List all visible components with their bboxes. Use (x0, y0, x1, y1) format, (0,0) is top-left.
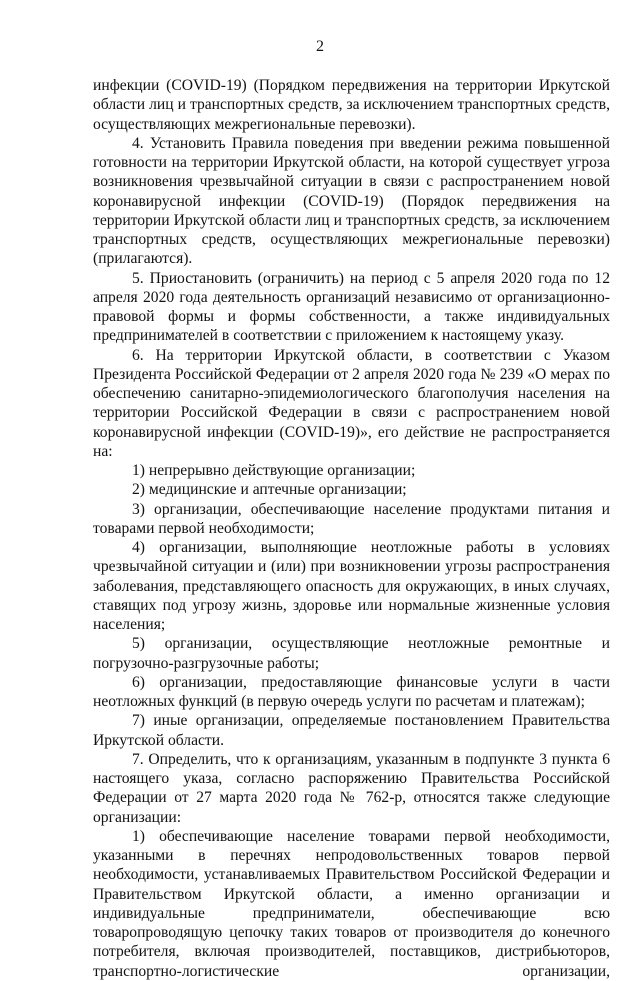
subitem-6-1: 1) непрерывно действующие организации; (132, 462, 416, 479)
subitem-7-1: 1) обеспечивающие население товарами первой необходимости, указанными в перечнях непродовольственных товаров первой необходимости, устанавливаемых Правительством Российской Федерации и Правительством Иркутской области, а именно организации и индивидуальные предприниматели, обеспечивающие всю товаропроводящую цепочку таких товаров от производителя до конечного потребителя, включая производителей, поставщиков, дистрибьюторов, транспортно-логистические организации, (93, 827, 610, 980)
paragraph-item-5: 5. Приостановить (ограничить) на период с 5 апреля 2020 года по 12 апреля 2020 года деятельность организаций независимо от организационно-правовой формы и формы собственности, а также индивидуальных предпринимателей в соответствии с приложением к настоящему указу. (93, 269, 610, 345)
subitem-6-7: 7) иные организации, определяемые постановлением Правительства Иркутской области. (93, 712, 610, 749)
paragraph-continuation: инфекции (COVID-19) (Порядком передвижения на территории Иркутской области лиц и транспортных средств, за исключением транспортных средств, осуществляющих межрегиональные перевозки). (93, 77, 610, 133)
subitem-6-5: 5) организации, осуществляющие неотложные ремонтные и погрузочно-разгрузочные работы; (93, 635, 610, 672)
subitem-6-6: 6) организации, предоставляющие финансовые услуги в части неотложных функций (в первую очередь услуги по расчетам и платежам); (93, 673, 610, 710)
page-number: 2 (316, 38, 324, 55)
paragraph-item-7: 7. Определить, что к организациям, указанным в подпункте 3 пункта 6 настоящего указа, согласно распоряжению Правительства Российской Федерации от 27 марта 2020 года № 762-р, относятся также следующие организации: (93, 750, 610, 826)
subitem-6-2: 2) медицинские и аптечные организации; (132, 481, 407, 499)
paragraph-item-6: 6. На территории Иркутской области, в соответствии с Указом Президента Российской Федерации от 2 апреля 2020 года № 239 «О мерах по обеспечению санитарно-эпидемиологического благополучия населения на территории Российской Федерации в связи с распространением новой коронавирусной инфекции (COVID-19)», его действие не распространяется на: (93, 346, 610, 460)
paragraph-item-4: 4. Установить Правила поведения при введении режима повышенной готовности на территории Иркутской области, на которой существует угроза возникновения чрезвычайной ситуации в связи с распространением новой коронавирусной инфекции (COVID-19) (Порядок передвижения на территории Иркутской области лиц и транспортных средств, за исключением транспортных средств, осуществляющих межрегиональные перевозки) (прилагаются). (93, 134, 610, 268)
subitem-6-4: 4) организации, выполняющие неотложные работы в условиях чрезвычайной ситуации и (или) при возникновении угрозы распространения заболевания, представляющего опасность для окружающих, в иных случаях, ставящих под угрозу жизнь, здоровье или нормальные жизненные условия населения; (93, 539, 610, 633)
document-body (93, 76, 610, 981)
subitem-6-3: 3) организации, обеспечивающие население продуктами питания и товарами первой необходимости; (93, 500, 610, 537)
